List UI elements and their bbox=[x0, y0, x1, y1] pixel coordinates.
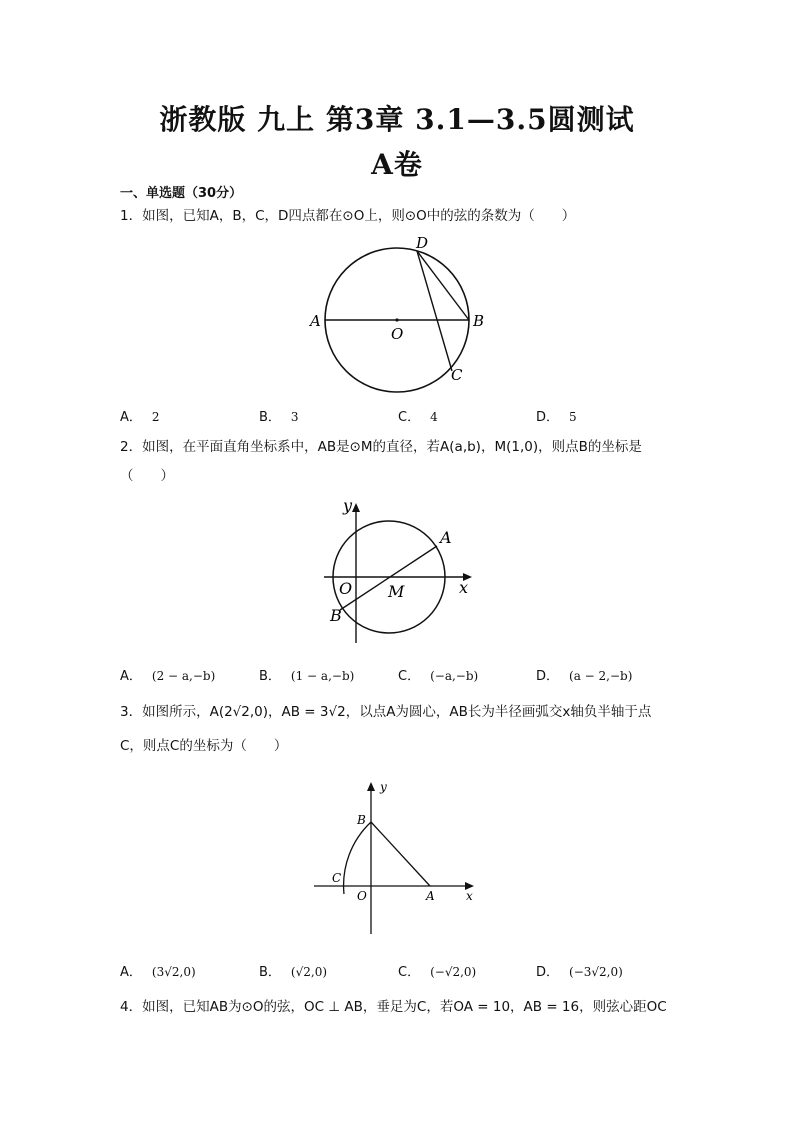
question-1-figure bbox=[300, 228, 500, 398]
option-letter: D． bbox=[536, 965, 560, 980]
question-3-text: 3．如图所示，A(2√2,0)，AB = 3√2，以点A为圆心，AB长为半径画弧交x轴负半轴于点 bbox=[120, 704, 652, 720]
question-4-text: 4．如图，已知AB为⊙O的弦，OC ⊥ AB，垂足为C，若OA = 10，AB = 16，则弦心距OC bbox=[120, 999, 667, 1015]
chord-db bbox=[417, 251, 469, 320]
label-x: x bbox=[466, 889, 473, 903]
y-axis-arrow bbox=[367, 782, 375, 791]
option-letter: C． bbox=[398, 965, 421, 980]
q1-option-d[interactable] bbox=[536, 406, 577, 425]
option-letter: B． bbox=[259, 669, 281, 684]
label-x: x bbox=[459, 578, 469, 597]
option-value: (a − 2,−b) bbox=[569, 669, 633, 683]
q3-option-b[interactable] bbox=[259, 961, 327, 980]
option-value: (−√2,0) bbox=[430, 965, 477, 979]
label-b: B bbox=[357, 813, 366, 827]
option-letter: D． bbox=[536, 669, 560, 684]
arc-bc bbox=[344, 822, 371, 894]
label-y: y bbox=[380, 780, 387, 794]
option-value: 3 bbox=[290, 410, 299, 424]
label-o: O bbox=[357, 889, 367, 903]
q1-option-b[interactable] bbox=[259, 406, 299, 425]
q2-option-a[interactable] bbox=[120, 665, 215, 684]
question-1-text: 1．如图，已知A，B，C，D四点都在⊙O上，则⊙O中的弦的条数为（ ） bbox=[120, 208, 576, 224]
q3-option-a[interactable] bbox=[120, 961, 196, 980]
option-value: (√2,0) bbox=[290, 965, 328, 979]
label-m: M bbox=[388, 582, 405, 601]
label-d: D bbox=[416, 234, 429, 252]
q1-option-c[interactable] bbox=[398, 406, 438, 425]
center-point bbox=[395, 318, 398, 321]
question-2-figure bbox=[318, 495, 488, 655]
section-heading: 一、单选题（30分） bbox=[120, 186, 243, 201]
option-value: (2 − a,−b) bbox=[151, 669, 216, 683]
label-c: C bbox=[451, 366, 463, 384]
question-3-figure bbox=[308, 776, 488, 938]
option-letter: C． bbox=[398, 669, 421, 684]
label-y: y bbox=[343, 496, 353, 515]
label-a: A bbox=[440, 528, 452, 547]
q2-option-d[interactable] bbox=[536, 665, 632, 684]
option-value: (−a,−b) bbox=[430, 669, 479, 683]
q3-option-c[interactable] bbox=[398, 961, 476, 980]
option-letter: A． bbox=[120, 410, 142, 425]
option-letter: D． bbox=[536, 410, 560, 425]
q2-option-b[interactable] bbox=[259, 665, 354, 684]
y-axis-arrow bbox=[352, 503, 360, 512]
label-a: A bbox=[426, 889, 435, 903]
option-letter: B． bbox=[259, 965, 281, 980]
label-b: B bbox=[473, 312, 485, 330]
option-value: 4 bbox=[430, 410, 438, 424]
label-b: B bbox=[330, 606, 342, 625]
option-letter: B． bbox=[259, 410, 281, 425]
q2-option-c[interactable] bbox=[398, 665, 478, 684]
page-subtitle: A卷 bbox=[371, 148, 423, 181]
question-2-text: 2．如图，在平面直角坐标系中，AB是⊙M的直径，若A(a,b)，M(1,0)，则点B的坐标是 bbox=[120, 439, 642, 455]
label-c: C bbox=[332, 871, 342, 885]
question-2-text-cont: （ ） bbox=[120, 468, 174, 484]
option-value: 5 bbox=[569, 410, 577, 424]
page-title: 浙教版 九上 第3章 3.1—3.5圆测试 bbox=[159, 103, 635, 136]
label-o: O bbox=[339, 579, 353, 598]
q3-option-d[interactable] bbox=[536, 961, 623, 980]
option-value: 2 bbox=[151, 410, 160, 424]
option-value: (−3√2,0) bbox=[569, 965, 623, 979]
question-3-text-cont: C，则点C的坐标为（ ） bbox=[120, 738, 288, 754]
q1-option-a[interactable] bbox=[120, 406, 160, 425]
option-value: (3√2,0) bbox=[151, 965, 196, 979]
option-letter: A． bbox=[120, 669, 142, 684]
option-letter: C． bbox=[398, 410, 421, 425]
label-o: O bbox=[391, 325, 404, 343]
option-letter: A． bbox=[120, 965, 142, 980]
option-value: (1 − a,−b) bbox=[290, 669, 355, 683]
segment-ab bbox=[371, 822, 430, 886]
label-a: A bbox=[310, 312, 321, 330]
